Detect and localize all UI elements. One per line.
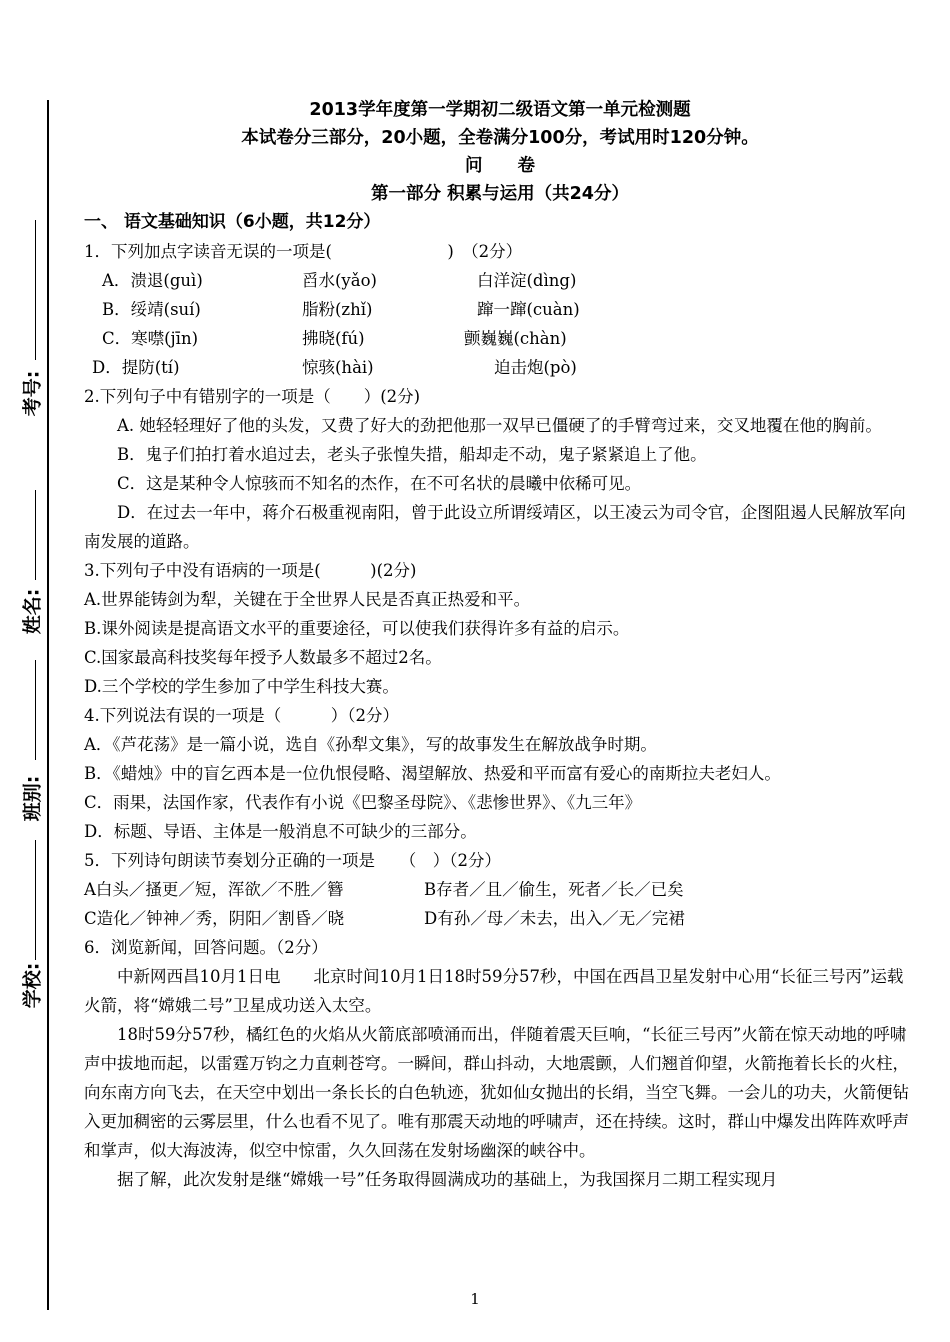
exam-subtitle: 本试卷分三部分，20小题，全卷满分100分，考试用时120分钟。 <box>241 128 759 148</box>
q3-option-a: A.世界能铸剑为犁，关键在于全世界人民是否真正热爱和平。 <box>84 590 531 609</box>
side-label-name: 姓名: <box>21 588 44 635</box>
q4-option-c: C．雨果，法国作家，代表作有小说《巴黎圣母院》、《悲惨世界》、《九三年》 <box>84 793 642 812</box>
q2-stem: 2.下列句子中有错别字的一项是（ ）(2分) <box>84 387 421 406</box>
q4-option-d: D．标题、导语、主体是一般消息不可缺少的三部分。 <box>84 822 477 841</box>
q1-option-row <box>84 324 916 353</box>
q1-stem: 1．下列加点字读音无误的一项是( ) （2分） <box>84 242 523 261</box>
q1-option: 惊骇(hài) <box>302 358 374 377</box>
q1-option: D．提防(tí) <box>92 358 180 377</box>
q6-paragraph: 18时59分57秒，橘红色的火焰从火箭底部喷涌而出，伴随着震天巨响，“长征三号丙”火箭在惊天动地的呼啸声中拔地而起，以雷霆万钧之力直刺苍穹。一瞬间，群山抖动，大地震颤，人们翘首仰望，火箭拖着长长的火柱，向东南方向飞去，在天空中划出一条长长的白色轨迹，犹如仙女抛出的长绢，当空飞舞。一会儿的功夫，火箭便钻入更加稠密的云雾层里，什么也看不见了。唯有那震天动地的呼啸声，还在持续。这时，群山中爆发出阵阵欢呼声和掌声，似大海波涛，似空中惊雷，久久回荡在发射场幽深的峡谷中。 <box>84 1025 909 1160</box>
q1-option: 脂粉(zhǐ) <box>302 300 373 319</box>
fill-line <box>35 660 36 760</box>
q5-option: C造化／钟神／秀，阴阳／割昏／晓 <box>84 909 345 928</box>
side-label-exam-no: 考号: <box>21 370 44 417</box>
q6-stem: 6．浏览新闻，回答问题。（2分） <box>84 938 328 957</box>
binding-line <box>47 100 49 1310</box>
fill-line <box>35 840 36 960</box>
q2-option-a: A. 她轻轻理好了他的头发，又费了好大的劲把他那一双早已僵硬了的手臂弯过来，交叉地覆在他的胸前。 <box>117 416 882 435</box>
q4-option-b: B．《蜡烛》中的盲乞西本是一位仇恨侵略、渴望解放、热爱和平而富有爱心的南斯拉夫老妇人。 <box>84 764 781 783</box>
q5-stem: 5．下列诗句朗读节奏划分正确的一项是 （ ）（2分） <box>84 851 501 870</box>
q4-option-a: A．《芦花荡》是一篇小说，选自《孙犁文集》，写的故事发生在解放战争时期。 <box>84 735 657 754</box>
q5-option-row <box>84 875 916 904</box>
q1-option: 白洋淀(dìng) <box>477 271 577 290</box>
q1-option: A．溃退(guì) <box>102 271 203 290</box>
q1-option: C．寒噤(jīn) <box>102 329 199 348</box>
q1-option-row <box>84 353 916 382</box>
q1-option-row <box>84 295 916 324</box>
q2-option-b: B．鬼子们拍打着水追过去，老头子张惶失措，船却走不动，鬼子紧紧追上了他。 <box>117 445 707 464</box>
side-label-class: 班别: <box>21 775 44 822</box>
q1-option: 颤巍巍(chàn) <box>464 329 567 348</box>
q1-option: 拂晓(fú) <box>302 329 365 348</box>
q3-option-c: C.国家最高科技奖每年授予人数最多不超过2名。 <box>84 648 442 667</box>
section1-heading: 一、 语文基础知识（6小题，共12分） <box>84 212 381 232</box>
part1-heading: 第一部分 积累与运用（共24分） <box>371 184 629 204</box>
q4-stem: 4.下列说法有误的一项是（ ）（2分） <box>84 706 399 725</box>
page-number: 1 <box>470 1290 480 1308</box>
q5-option: D有孙／母／未去，出入／无／完裙 <box>424 909 685 928</box>
q6-paragraph: 中新网西昌10月1日电 北京时间10月1日18时59分57秒，中国在西昌卫星发射中心用“长征三号丙”运载火箭，将“嫦娥二号”卫星成功送入太空。 <box>84 967 904 1015</box>
exam-content <box>84 96 916 1194</box>
q1-option: B．绥靖(suí) <box>102 300 201 319</box>
q3-option-b: B.课外阅读是提高语文水平的重要途径，可以使我们获得许多有益的启示。 <box>84 619 630 638</box>
q1-option: 迫击炮(pò) <box>494 358 577 377</box>
exam-title: 2013学年度第一学期初二级语文第一单元检测题 <box>309 100 691 120</box>
fill-line <box>35 220 36 360</box>
paper-label: 问 卷 <box>465 156 535 176</box>
q5-option: B存者／且／偷生，死者／长／已矣 <box>424 880 684 899</box>
q5-option-row <box>84 904 916 933</box>
fill-line <box>35 490 36 580</box>
q1-option-row <box>84 266 916 295</box>
q2-option-d: D．在过去一年中，蒋介石极重视南阳，曾于此设立所谓绥靖区，以王凌云为司令官，企图阻遏人民解放军向南发展的道路。 <box>84 503 906 551</box>
q1-option: 舀水(yǎo) <box>302 271 377 290</box>
q2-option-c: C．这是某种令人惊骇而不知名的杰作，在不可名状的晨曦中依稀可见。 <box>117 474 642 493</box>
q3-stem: 3.下列句子中没有语病的一项是( )(2分) <box>84 561 417 580</box>
q6-paragraph: 据了解，此次发射是继“嫦娥一号”任务取得圆满成功的基础上，为我国探月二期工程实现月 <box>117 1170 778 1189</box>
side-label-school: 学校: <box>21 962 44 1009</box>
q5-option: A白头／搔更／短，浑欲／不胜／簪 <box>84 880 344 899</box>
q3-option-d: D.三个学校的学生参加了中学生科技大赛。 <box>84 677 399 696</box>
q1-option: 蹿一蹿(cuàn) <box>477 300 580 319</box>
